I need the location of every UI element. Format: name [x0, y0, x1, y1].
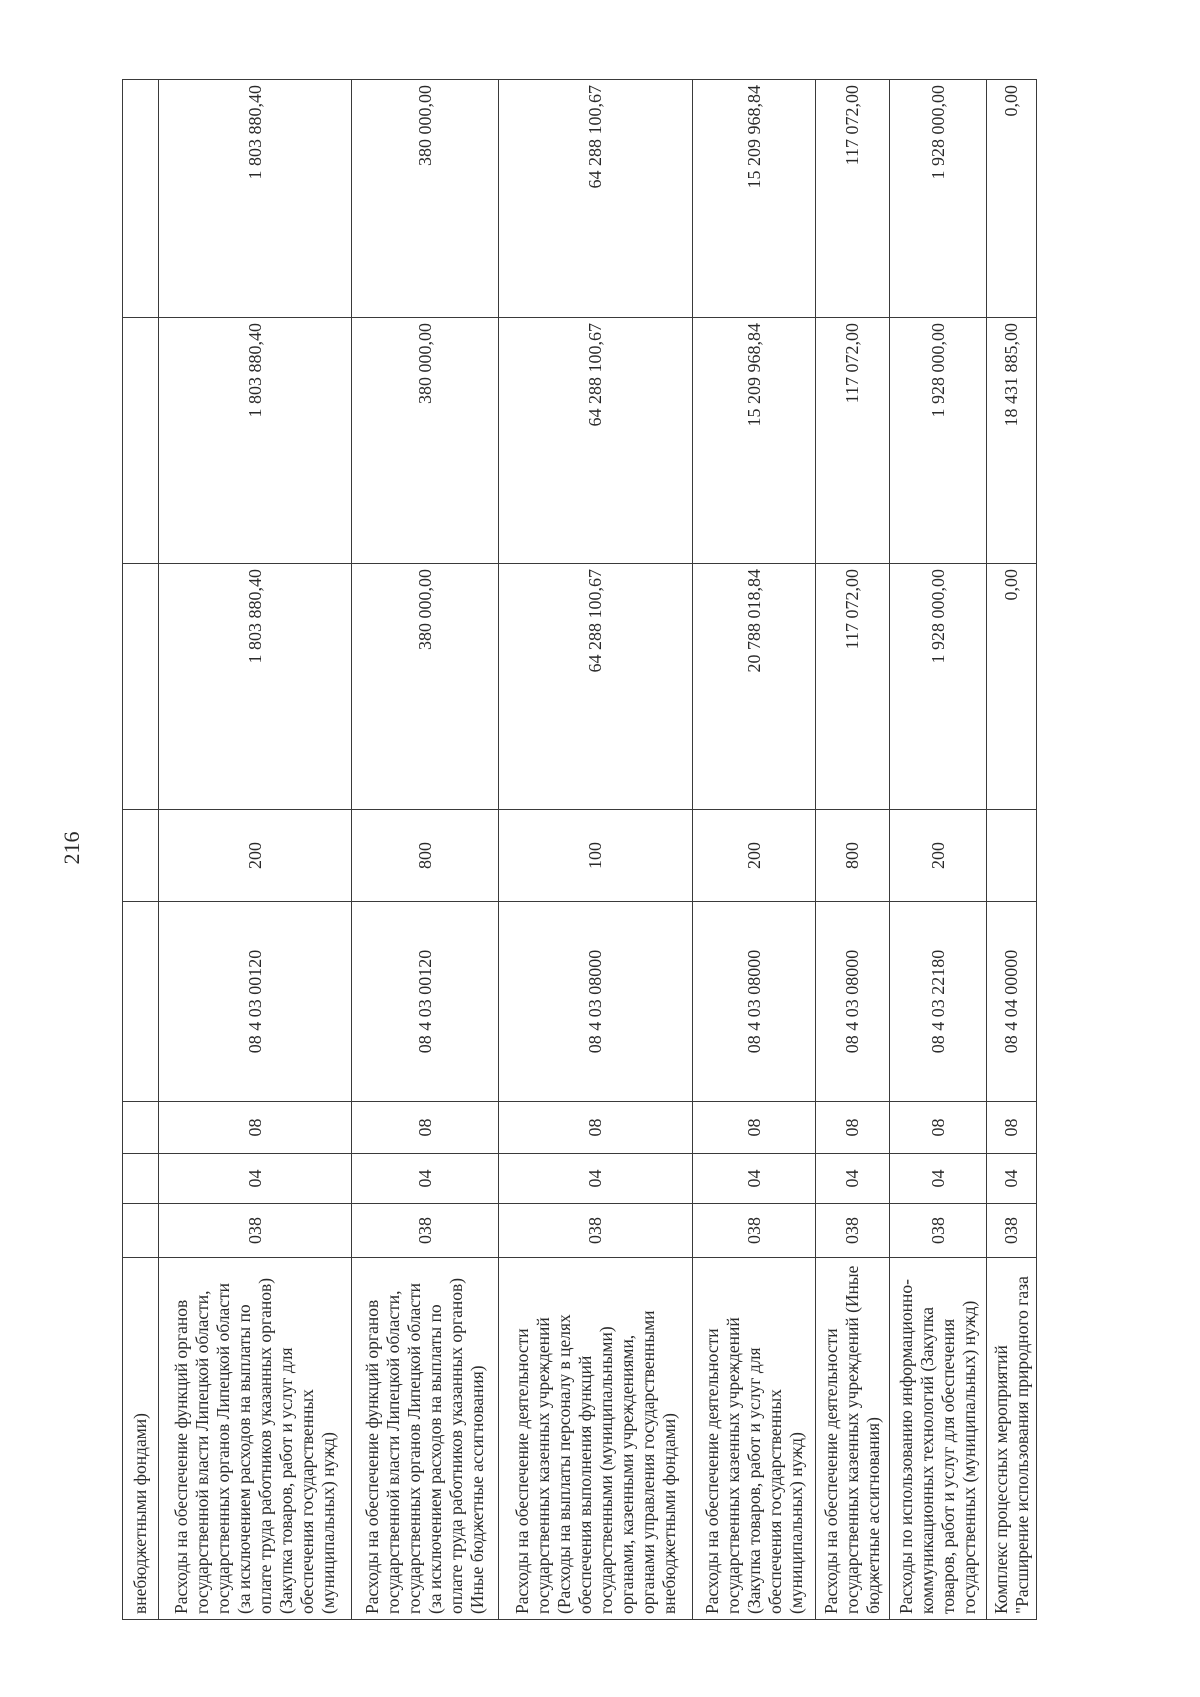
subsection-code-cell: 08 — [890, 1102, 987, 1154]
target-article-cell: 08 4 03 00120 — [352, 902, 499, 1102]
table-row — [693, 80, 816, 1620]
subsection-code-cell: 08 — [693, 1102, 816, 1154]
subsection-code-cell — [123, 1102, 159, 1154]
amount-2025-cell: 1 803 880,40 — [159, 80, 352, 318]
amount-2023-cell: 0,00 — [987, 564, 1037, 810]
amount-2023-cell: 117 072,00 — [816, 564, 890, 810]
amount-2024-cell: 64 288 100,67 — [499, 318, 693, 564]
expense-type-cell: 800 — [352, 810, 499, 902]
table-row — [159, 80, 352, 1620]
page-number: 216 — [59, 831, 84, 865]
section-code-cell: 04 — [987, 1154, 1037, 1204]
table-row — [890, 80, 987, 1620]
amount-2025-cell: 380 000,00 — [352, 80, 499, 318]
target-article-cell: 08 4 04 00000 — [987, 902, 1037, 1102]
row-name-cell: Расходы на обеспечение функций органов государственной власти Липецкой области, государственных органов Липецкой области (за исключением расходов на выплаты по оплате труда работников указанных органов) (Иные бюджетные ассигнования) — [352, 1258, 499, 1620]
section-code-cell — [123, 1154, 159, 1204]
expense-type-cell: 100 — [499, 810, 693, 902]
expense-type-cell: 200 — [890, 810, 987, 902]
row-name-cell: Комплекс процессных мероприятий "Расширение использования природного газа — [987, 1258, 1037, 1620]
section-code-cell: 04 — [159, 1154, 352, 1204]
amount-2023-cell: 20 788 018,84 — [693, 564, 816, 810]
ministry-code-cell: 038 — [352, 1204, 499, 1258]
table-row — [816, 80, 890, 1620]
table-row — [352, 80, 499, 1620]
ministry-code-cell: 038 — [693, 1204, 816, 1258]
table-row — [987, 80, 1037, 1620]
row-name-cell: Расходы на обеспечение деятельности государственных казенных учреждений (Расходы на выплаты персоналу в целях обеспечения выполнения функций государственными (муниципальными) органами, казенными учреждениями, органами управления государственными внебюджетными фондами) — [499, 1258, 693, 1620]
subsection-code-cell: 08 — [499, 1102, 693, 1154]
expense-type-cell: 800 — [816, 810, 890, 902]
section-code-cell: 04 — [693, 1154, 816, 1204]
subsection-code-cell: 08 — [159, 1102, 352, 1154]
budget-table — [122, 79, 1037, 1620]
ministry-code-cell: 038 — [499, 1204, 693, 1258]
ministry-code-cell: 038 — [890, 1204, 987, 1258]
subsection-code-cell: 08 — [987, 1102, 1037, 1154]
target-article-cell: 08 4 03 00120 — [159, 902, 352, 1102]
amount-2025-cell — [123, 80, 159, 318]
amount-2024-cell: 117 072,00 — [816, 318, 890, 564]
amount-2025-cell: 15 209 968,84 — [693, 80, 816, 318]
amount-2024-cell: 1 803 880,40 — [159, 318, 352, 564]
section-code-cell: 04 — [816, 1154, 890, 1204]
target-article-cell: 08 4 03 08000 — [693, 902, 816, 1102]
section-code-cell: 04 — [499, 1154, 693, 1204]
amount-2024-cell — [123, 318, 159, 564]
expense-type-cell: 200 — [693, 810, 816, 902]
amount-2023-cell: 64 288 100,67 — [499, 564, 693, 810]
table-row — [123, 80, 159, 1620]
target-article-cell: 08 4 03 08000 — [816, 902, 890, 1102]
target-article-cell: 08 4 03 08000 — [499, 902, 693, 1102]
amount-2023-cell: 380 000,00 — [352, 564, 499, 810]
expense-type-cell — [123, 810, 159, 902]
target-article-cell: 08 4 03 22180 — [890, 902, 987, 1102]
table-row — [499, 80, 693, 1620]
amount-2023-cell: 1 928 000,00 — [890, 564, 987, 810]
amount-2024-cell: 1 928 000,00 — [890, 318, 987, 564]
amount-2025-cell: 1 928 000,00 — [890, 80, 987, 318]
amount-2023-cell — [123, 564, 159, 810]
expense-type-cell: 200 — [159, 810, 352, 902]
amount-2025-cell: 64 288 100,67 — [499, 80, 693, 318]
amount-2024-cell: 18 431 885,00 — [987, 318, 1037, 564]
ministry-code-cell — [123, 1204, 159, 1258]
ministry-code-cell: 038 — [816, 1204, 890, 1258]
target-article-cell — [123, 902, 159, 1102]
row-name-cell: внебюджетными фондами) — [123, 1258, 159, 1620]
section-code-cell: 04 — [890, 1154, 987, 1204]
subsection-code-cell: 08 — [816, 1102, 890, 1154]
amount-2023-cell: 1 803 880,40 — [159, 564, 352, 810]
row-name-cell: Расходы на обеспечение функций органов государственной власти Липецкой области, государственных органов Липецкой области (за исключением расходов на выплаты по оплате труда работников указанных органов) (Закупка товаров, работ и услуг для обеспечения государственных (муниципальных) нужд) — [159, 1258, 352, 1620]
section-code-cell: 04 — [352, 1154, 499, 1204]
amount-2025-cell: 117 072,00 — [816, 80, 890, 318]
rotated-page-content — [122, 80, 1114, 1620]
amount-2025-cell: 0,00 — [987, 80, 1037, 318]
amount-2024-cell: 15 209 968,84 — [693, 318, 816, 564]
row-name-cell: Расходы по использованию информационно-коммуникационных технологий (Закупка товаров, работ и услуг для обеспечения государственных (муниципальных) нужд) — [890, 1258, 987, 1620]
ministry-code-cell: 038 — [159, 1204, 352, 1258]
row-name-cell: Расходы на обеспечение деятельности государственных казенных учреждений (Закупка товаров, работ и услуг для обеспечения государственных (муниципальных) нужд) — [693, 1258, 816, 1620]
row-name-cell: Расходы на обеспечение деятельности государственных казенных учреждений (Иные бюджетные ассигнования) — [816, 1258, 890, 1620]
ministry-code-cell: 038 — [987, 1204, 1037, 1258]
expense-type-cell — [987, 810, 1037, 902]
amount-2024-cell: 380 000,00 — [352, 318, 499, 564]
subsection-code-cell: 08 — [352, 1102, 499, 1154]
